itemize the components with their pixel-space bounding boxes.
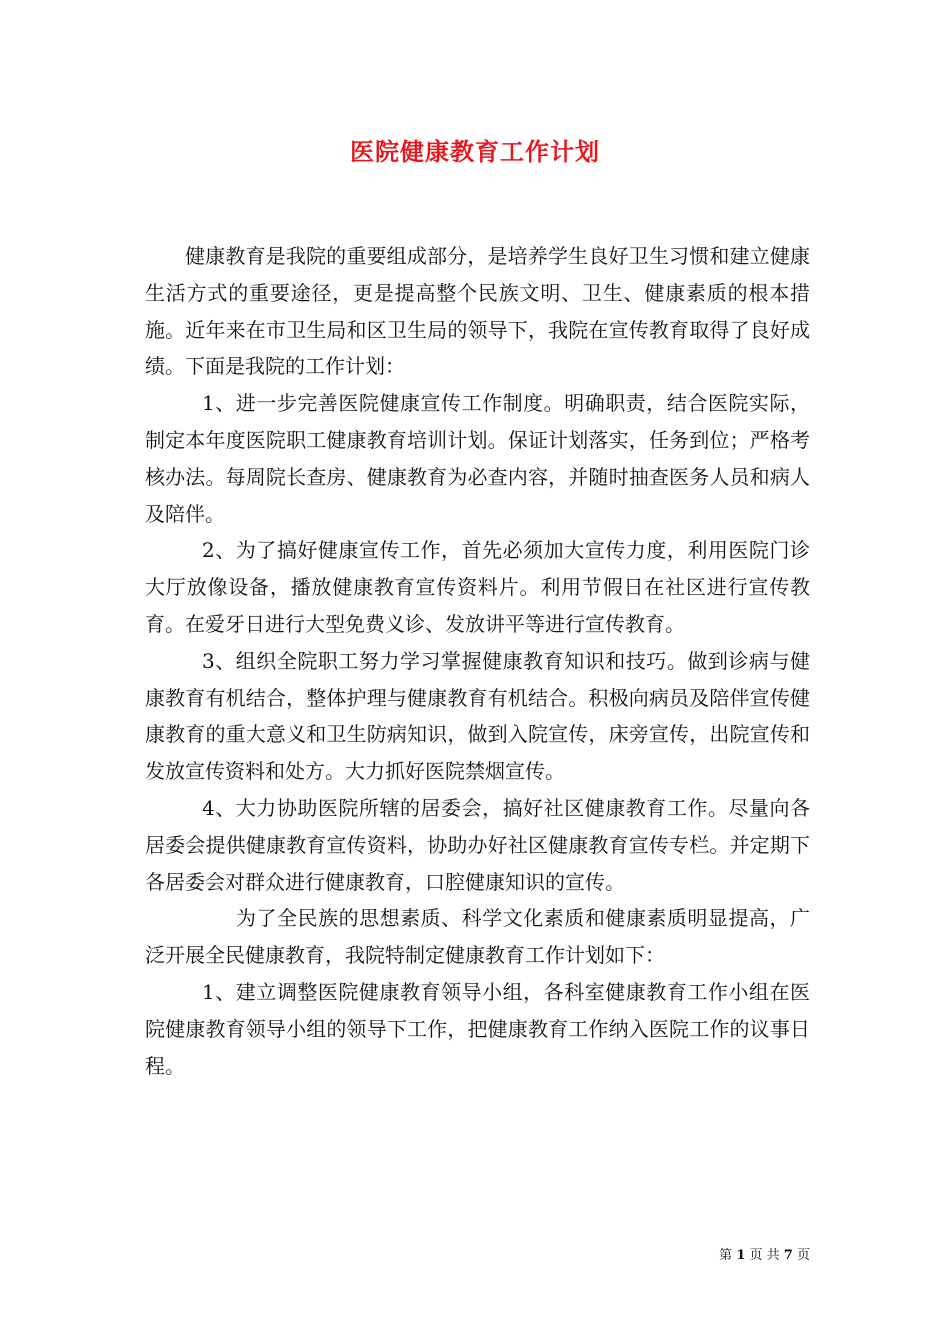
page-number-footer bbox=[650, 1244, 810, 1263]
plan-item-4: 4、大力协助医院所辖的居委会，搞好社区健康教育工作。尽量向各居委会提供健康教育宣传资料，协助办好社区健康教育宣传专栏。并定期下各居委会对群众进行健康教育，口腔健康知识的宣传。 bbox=[145, 795, 810, 894]
current-page-number: 1 bbox=[736, 1248, 746, 1263]
document-body bbox=[145, 238, 810, 1084]
plan-item-1: 1、进一步完善医院健康宣传工作制度。明确职责，结合医院实际，制定本年度医院职工健康教育培训计划。保证计划落实，任务到位；严格考核办法。每周院长查房、健康教育为必查内容，并随时抽查医务人员和病人及陪伴。 bbox=[145, 391, 810, 526]
footer-prefix: 第 bbox=[719, 1248, 733, 1263]
footer-middle: 页 共 bbox=[749, 1248, 780, 1263]
second-intro-paragraph: 为了全民族的思想素质、科学文化素质和健康素质明显提高，广泛开展全民健康教育，我院特制定健康教育工作计划如下： bbox=[145, 906, 810, 968]
plan-item-3: 3、组织全院职工努力学习掌握健康教育知识和技巧。做到诊病与健康教育有机结合，整体护理与健康教育有机结合。积极向病员及陪伴宣传健康教育的重大意义和卫生防病知识，做到入院宣传，床旁宣传，出院宣传和发放宣传资料和处方。大力抓好医院禁烟宣传。 bbox=[145, 648, 810, 784]
second-plan-item-1: 1、建立调整医院健康教育领导小组，各科室健康教育工作小组在医院健康教育领导小组的领导下工作，把健康教育工作纳入医院工作的议事日程。 bbox=[145, 979, 810, 1078]
document-title: 医院健康教育工作计划 bbox=[350, 137, 600, 166]
footer-suffix: 页 bbox=[796, 1248, 810, 1263]
plan-item-2: 2、为了搞好健康宣传工作，首先必须加大宣传力度，利用医院门诊大厅放像设备，播放健康教育宣传资料片。利用节假日在社区进行宣传教育。在爱牙日进行大型免费义诊、发放讲平等进行宣传教育。 bbox=[145, 538, 810, 636]
total-page-number: 7 bbox=[783, 1248, 793, 1263]
intro-paragraph: 健康教育是我院的重要组成部分，是培养学生良好卫生习惯和建立健康生活方式的重要途径，更是提高整个民族文明、卫生、健康素质的根本措施。近年来在市卫生局和区卫生局的领导下，我院在宣传教育取得了良好成绩。下面是我院的工作计划： bbox=[145, 244, 810, 379]
